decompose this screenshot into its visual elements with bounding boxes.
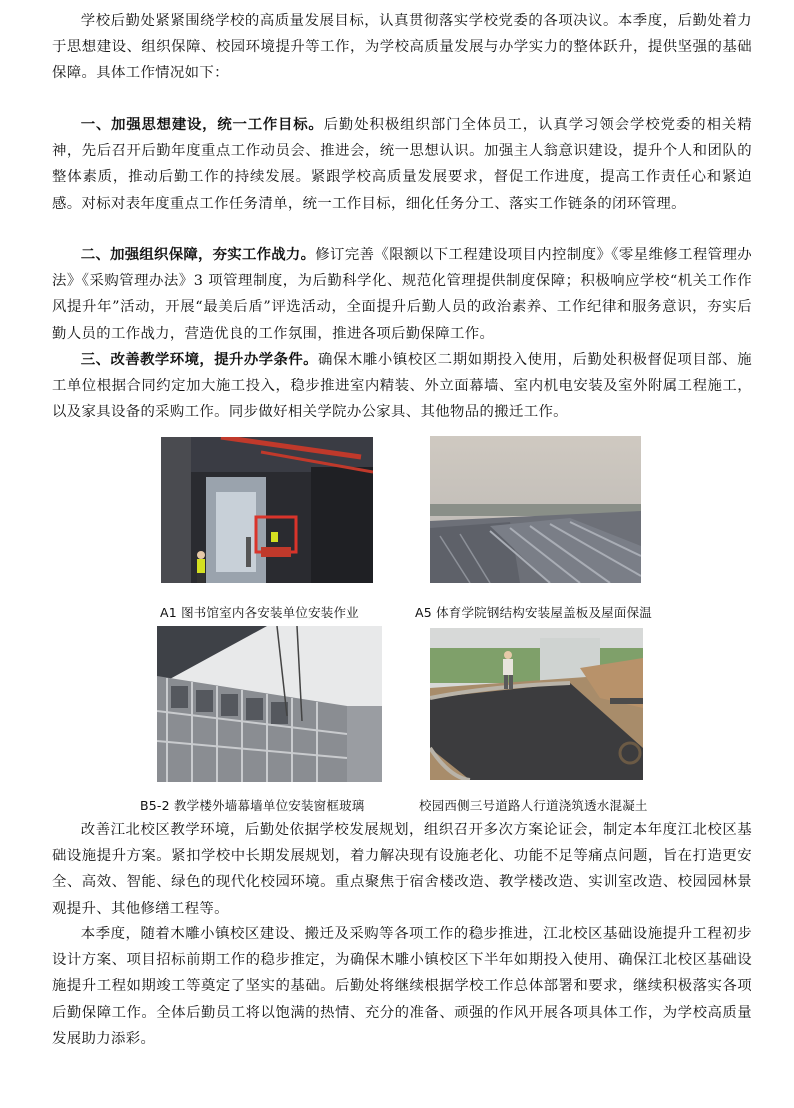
photo-roof-installation: [430, 436, 641, 583]
photo-sidewalk-caption: 校园西侧三号道路人行道浇筑透水混凝土: [419, 798, 648, 813]
section-2-text: 修订完善《限额以下工程建设项目内控制度》《零星维修工程管理办法》《采购管理办法》3 项管理制度，为后勤科学化、规范化管理提供制度保障；积极响应学校“机关工作作风提升年”活动，开展“最美后盾”评选活动，全面提升后勤人员的政治素养、工作纪律和服务意识，夯实后勤人员的工作战力，营造优良的工作氛围，推进各项后勤保障工作。: [52, 247, 752, 342]
photo-sidewalk-pouring: [430, 628, 643, 780]
photo-library-caption: A1 图书馆室内各安装单位安装作业: [160, 605, 359, 620]
section-2-paragraph: [52, 242, 752, 347]
section-1-text: 后勤处积极组织部门全体员工，认真学习领会学校党委的相关精神，先后召开后勤年度重点工作动员会、推进会，统一思想认识。加强主人翁意识建设，提升个人和团队的整体素质，推动后勤工作的持续发展。紧跟学校高质量发展要求，督促工作进度，提高工作责任心和紧迫感。对标对表年度重点工作任务清单，统一工作目标，细化任务分工、落实工作链条的闭环管理。: [52, 117, 752, 212]
jiangbei-paragraph: [52, 817, 752, 922]
photo-roof-caption: A5 体育学院钢结构安装屋盖板及屋面保温: [415, 605, 652, 620]
section-1-heading: 一、加强思想建设，统一工作目标。: [80, 117, 324, 133]
intro-text: 学校后勤处紧紧围绕学校的高质量发展目标，认真贯彻落实学校党委的各项决议。本季度，后勤处着力于思想建设、组织保障、校园环境提升等工作，为学校高质量发展与办学实力的整体跃升，提供坚强的基础保障。具体工作情况如下：: [52, 13, 752, 82]
photo-library-installation: [161, 437, 373, 583]
summary-text: 本季度，随着木雕小镇校区建设、搬迁及采购等各项工作的稳步推进，江北校区基础设施提升工程初步设计方案、项目招标前期工作的稳步推定，为确保木雕小镇校区下半年如期投入使用、确保江北校区基础设施提升工程如期竣工等奠定了坚实的基础。后勤处将继续根据学校工作总体部署和要求，继续积极落实各项后勤保障工作。全体后勤员工将以饱满的热情、充分的准备、顽强的作风开展各项具体工作，为学校高质量发展助力添彩。: [52, 926, 752, 1047]
intro-paragraph: [52, 8, 752, 87]
photo-curtain-wall: [157, 626, 382, 782]
section-3-paragraph: [52, 347, 752, 426]
section-1-paragraph: [52, 112, 752, 217]
jiangbei-text: 改善江北校区教学环境，后勤处依据学校发展规划，组织召开多次方案论证会，制定本年度江北校区基础设施提升方案。紧扣学校中长期发展规划，着力解决现有设施老化、功能不足等痛点问题，旨在打造更安全、高效、智能、绿色的现代化校园环境。重点聚焦于宿舍楼改造、教学楼改造、实训室改造、校园园林景观提升、其他修缮工程等。: [52, 822, 752, 917]
summary-paragraph: [52, 921, 752, 1052]
section-3-heading: 三、改善教学环境，提升办学条件。: [80, 352, 318, 368]
section-3-text: 确保木雕小镇校区二期如期投入使用，后勤处积极督促项目部、施工单位根据合同约定加大施工投入，稳步推进室内精装、外立面幕墙、室内机电安装及室外附属工程施工，以及家具设备的采购工作。同步做好相关学院办公家具、其他物品的搬迁工作。: [52, 352, 752, 421]
section-2-heading: 二、加强组织保障，夯实工作战力。: [80, 247, 316, 263]
photo-curtain-wall-caption: B5-2 教学楼外墙幕墙单位安装窗框玻璃: [140, 798, 365, 813]
